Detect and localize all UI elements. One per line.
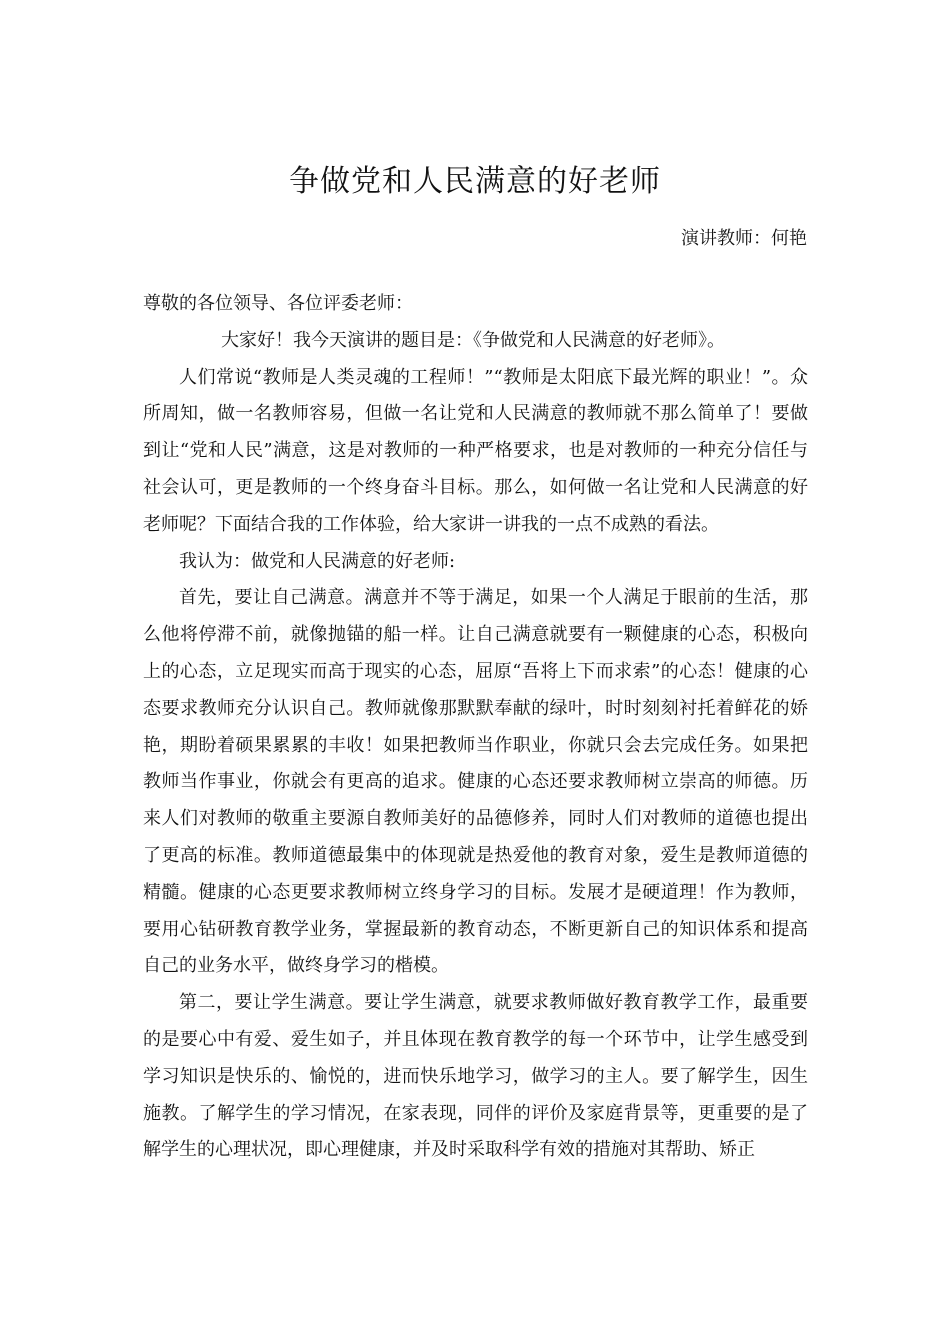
paragraph-intro: 人们常说“教师是人类灵魂的工程师！”“教师是太阳底下最光辉的职业！”。众所周知，做一名教师容易，但做一名让党和人民满意的教师就不那么简单了！要做到让“党和人民”满意，这是对教师的一种严格要求，也是对教师的一种充分信任与社会认可，更是教师的一个终身奋斗目标。那么，如何做一名让党和人民满意的好老师呢？下面结合我的工作体验，给大家讲一讲我的一点不成熟的看法。 xyxy=(143,366,808,535)
paragraph-second-point: 第二，要让学生满意。要让学生满意，就要求教师做好教育教学工作，最重要的是要心中有爱、爱生如子，并且体现在教育教学的每一个环节中，让学生感受到学习知识是快乐的、愉悦的，进而快乐地学习，做学习的主人。要了解学生，因生施教。了解学生的学习情况，在家表现，同伴的评价及家庭背景等，更重要的是了解学生的心理状况，即心理健康，并及时采取科学有效的措施对其帮助、矫正 xyxy=(143,992,808,1161)
speech-body xyxy=(143,286,808,1169)
paragraph-thesis: 我认为：做党和人民满意的好老师: xyxy=(179,550,456,572)
author-line: 演讲教师：何艳 xyxy=(681,228,807,249)
salutation: 尊敬的各位领导、各位评委老师： xyxy=(143,293,413,314)
page-title: 争做党和人民满意的好老师 xyxy=(289,164,661,199)
paragraph-first-point: 首先，要让自己满意。满意并不等于满足，如果一个人满足于眼前的生活，那么他将停滞不前，就像抛锚的船一样。让自己满意就要有一颗健康的心态，积极向上的心态，立足现实而高于现实的心态，屈原“吾将上下而求索”的心态！健康的心态要求教师充分认识自己。教师就像那默默奉献的绿叶，时时刻刻衬托着鲜花的娇艳，期盼着硕果累累的丰收！如果把教师当作职业，你就只会去完成任务。如果把教师当作事业，你就会有更高的追求。健康的心态还要求教师树立崇高的师德。历来人们对教师的敬重主要源自教师美好的品德修养，同时人们对教师的道德也提出了更高的标准。教师道德最集中的体现就是热爱他的教育对象，爱生是教师道德的精髓。健康的心态更要求教师树立终身学习的目标。发展才是硬道理！作为教师，要用心钻研教育教学业务，掌握最新的教育动态，不断更新自己的知识体系和提高自己的业务水平，做终身学习的楷模。 xyxy=(143,587,808,977)
greeting: 大家好！我今天演讲的题目是：《争做党和人民满意的好老师》。 xyxy=(221,329,725,351)
